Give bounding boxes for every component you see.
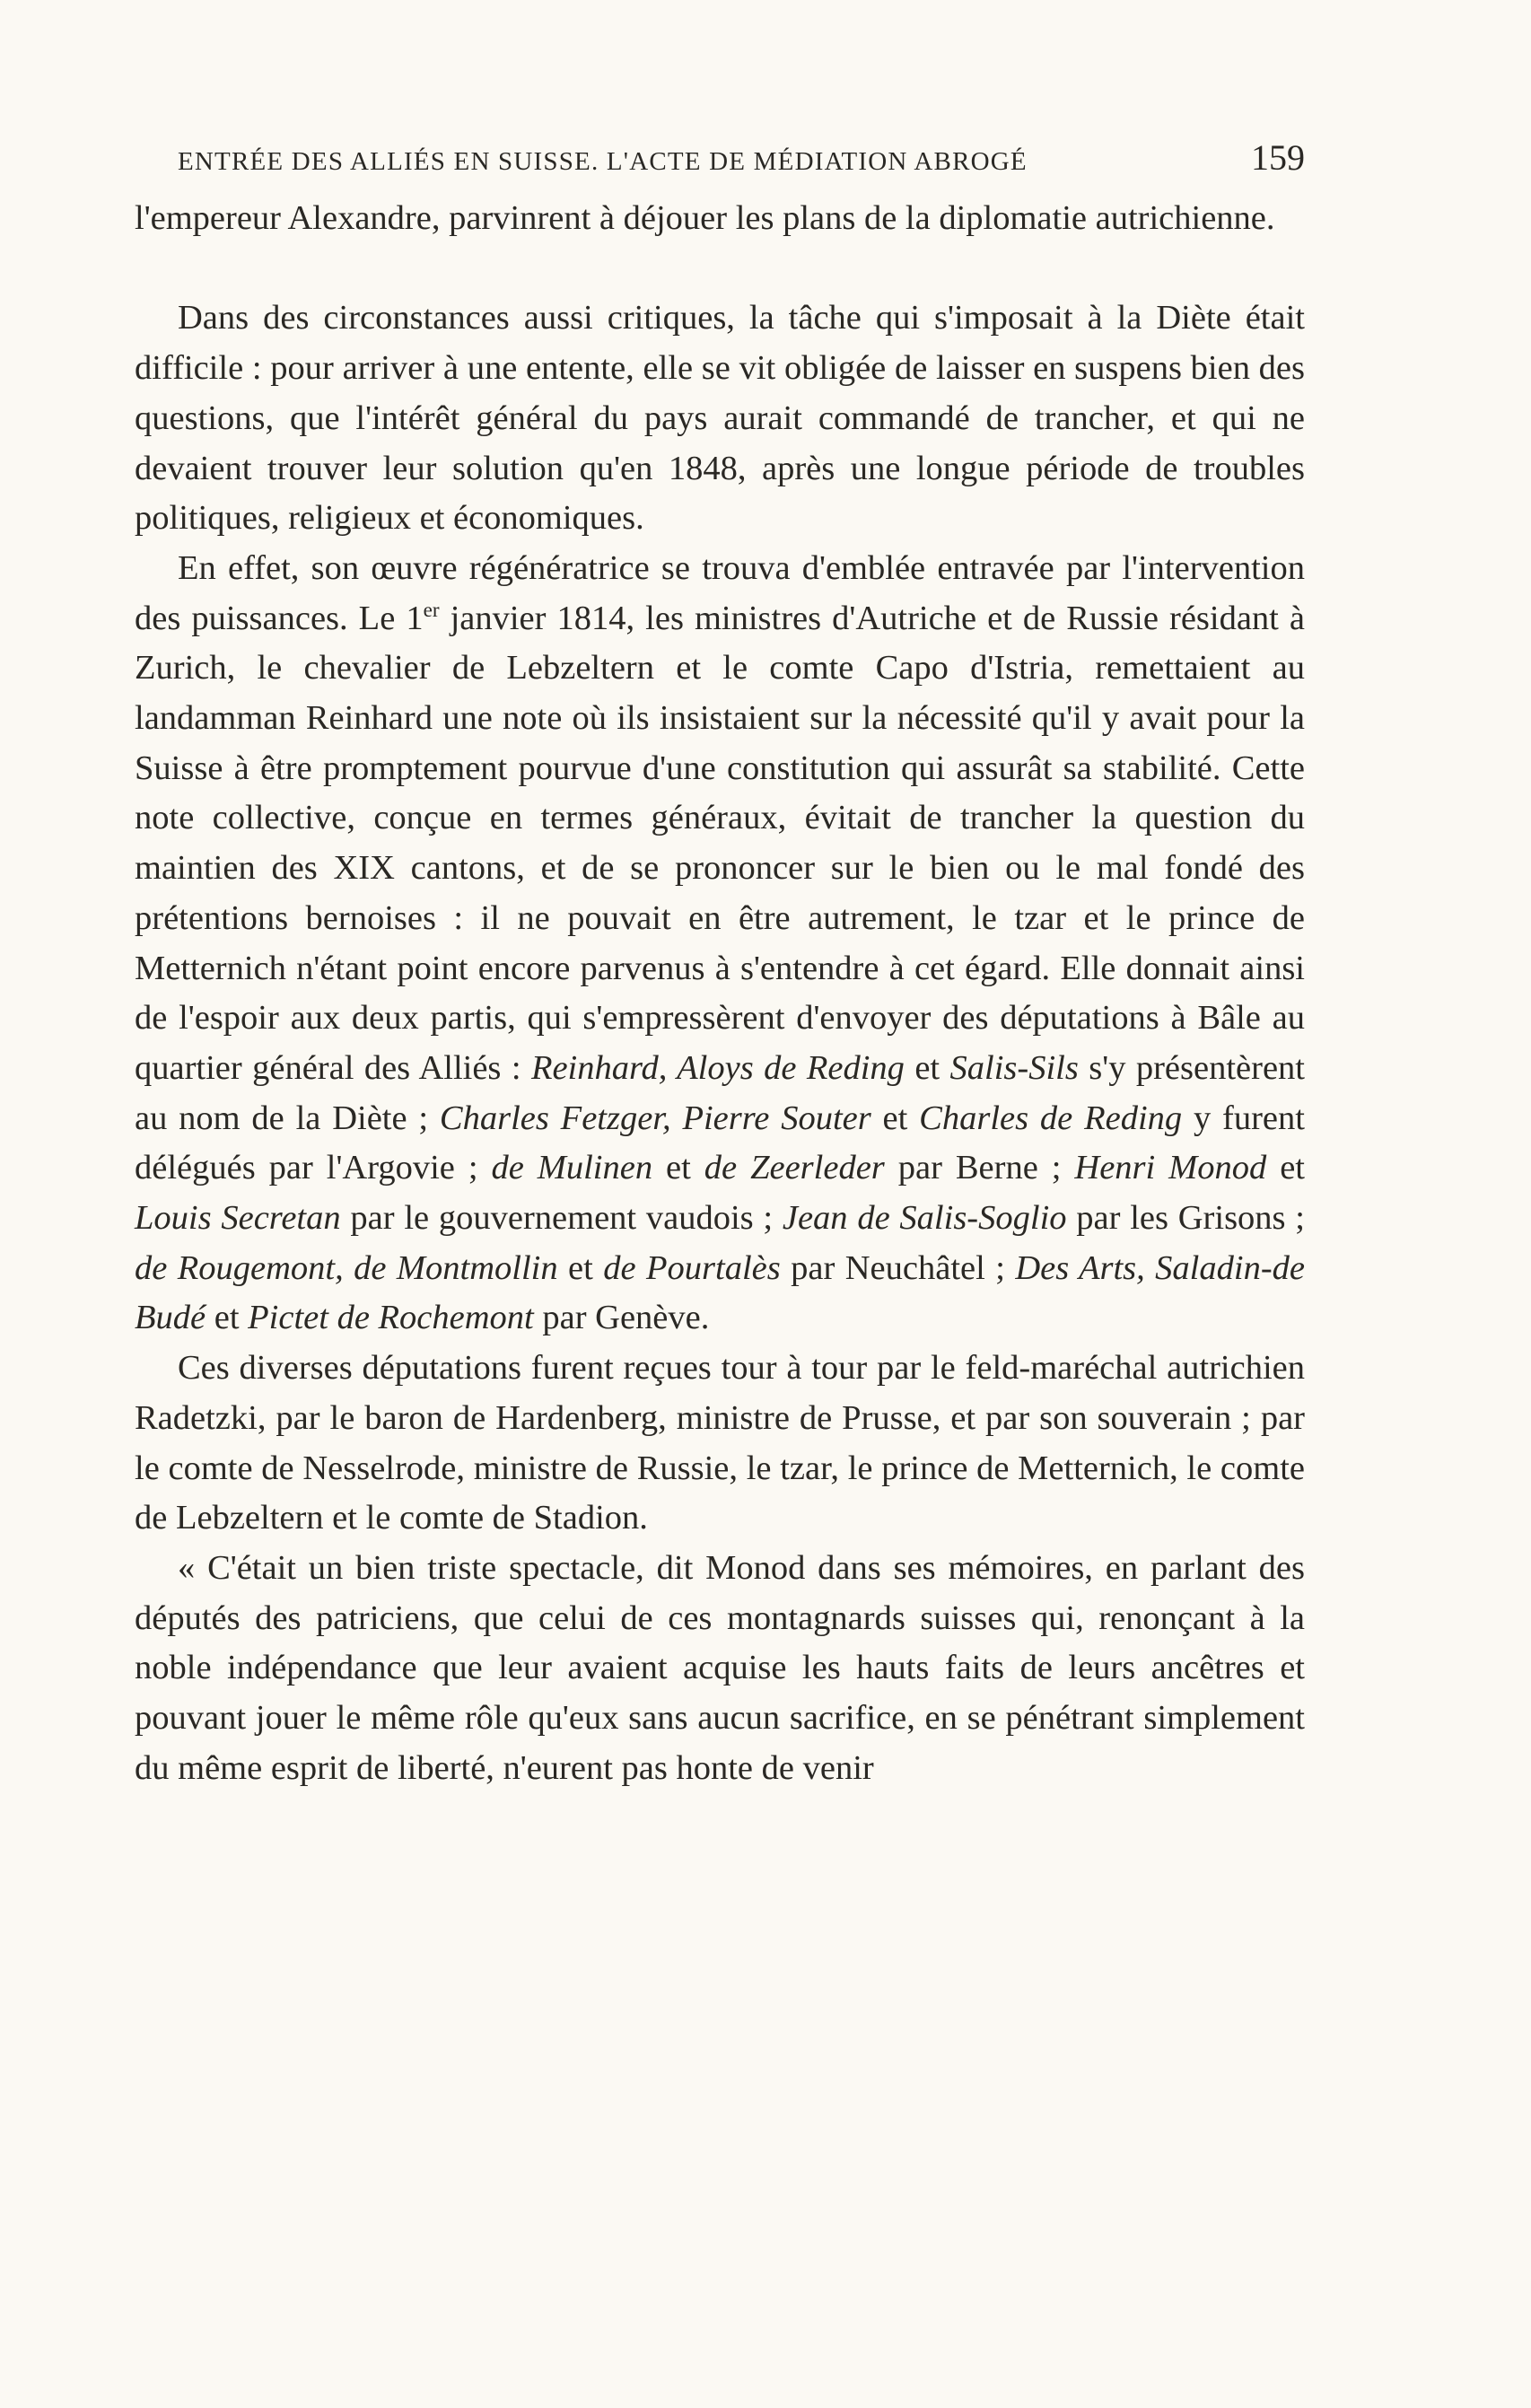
text-segment: janvier 1814, les ministres d'Autriche et de Russie résidant à Zurich, le chevalier de Lebzeltern et le comte Capo d'Istria, remettaient au landamman Reinhard une note où ils insistaient sur la nécessité qu'il y avait pour la Suisse à être promptement pourvue d'une constitution qui assurât sa stabilité. Cette note collective, conçue en termes généraux, évitait de trancher la question du maintien des XIX cantons, et de se prononcer sur le bien ou le mal fondé des prétentions bernoises : il ne pouvait en être autrement, le tzar et le prince de Metternich n'étant point encore parvenus à s'entendre à cet égard. Elle donnait ainsi de l'espoir aux deux partis, qui s'empressèrent d'envoyer des députations à Bâle au quartier général des Alliés : <box>135 599 1305 1087</box>
text-segment: par le gouvernement vaudois ; <box>340 1199 783 1238</box>
paragraph-continuation: l'empereur Alexandre, parvinrent à déjouer les plans de la diplomatie autrichienne. <box>135 199 1275 237</box>
deputy-names: de Mulinen <box>491 1149 653 1187</box>
deputy-names: Des Arts, Saladin-de Budé <box>135 1248 1305 1337</box>
running-header <box>178 136 1305 181</box>
text-segment: par Neuchâtel ; <box>780 1248 1016 1287</box>
deputy-names: de Pourtalès <box>603 1248 781 1287</box>
deputy-names: Jean de Salis-Soglio <box>782 1199 1067 1238</box>
text-segment: En effet, son œuvre régénératrice se trouva d'emblée entravée par l'intervention des puissances. Le 1 <box>135 548 1305 637</box>
deputy-names: Henri Monod <box>1074 1149 1267 1187</box>
deputy-names: de Rougemont, de Montmollin <box>135 1248 558 1287</box>
text-segment: et <box>557 1248 604 1287</box>
deputy-names: Charles de Reding <box>919 1099 1183 1137</box>
paragraph-circumstances: Dans des circonstances aussi critiques, la tâche qui s'imposait à la Diète était difficile : pour arriver à une entente, elle se vit obligée de laisser en suspens bien des questions, que l'intérêt général du pays aurait commandé de trancher, et qui ne devaient trouver leur solution qu'en 1848, après une longue période de troubles politiques, religieux et économiques. <box>135 299 1305 538</box>
text-segment: y furent délégués par l'Argovie ; <box>135 1099 1305 1187</box>
deputy-names: Reinhard, Aloys de Reding <box>530 1048 905 1087</box>
paragraph-receptions: Ces diverses députations furent reçues tour à tour par le feld-maréchal autrichien Radetzki, par le baron de Hardenberg, ministre de Prusse, et par son souverain ; par le comte de Nesselrode, ministre de Russie, le tzar, le prince de Metternich, le comte de Lebzeltern et le comte de Stadion. <box>135 1349 1305 1537</box>
deputy-names: Salis-Sils <box>949 1048 1079 1087</box>
deputy-names: Pictet de Rochemont <box>248 1299 534 1337</box>
text-segment: par Berne ; <box>884 1149 1075 1187</box>
deputy-names: Charles Fetzger, Pierre Souter <box>439 1099 871 1137</box>
text-segment: et <box>206 1299 249 1337</box>
text-segment: par les Grisons ; <box>1066 1199 1305 1238</box>
paragraph-gap <box>135 244 1305 294</box>
paragraph-intervention <box>135 544 1305 1344</box>
text-segment: s'y présentèrent au nom de la Diète ; <box>135 1048 1305 1137</box>
page-number: 159 <box>1251 137 1305 178</box>
text-segment: et <box>904 1048 950 1087</box>
body-text <box>135 194 1305 1793</box>
text-segment: et <box>652 1149 704 1187</box>
deputy-names: Louis Secretan <box>135 1199 341 1238</box>
text-segment: et <box>1266 1149 1305 1187</box>
deputy-names: de Zeerleder <box>704 1149 885 1187</box>
superscript-er: er <box>423 597 440 621</box>
paragraph-monod-quote: « C'était un bien triste spectacle, dit Monod dans ses mémoires, en parlant des députés des patriciens, que celui de ces montagnards suisses qui, renonçant à la noble indépendance que leur avaient acquise les hauts faits de leurs ancêtres et pouvant jouer le même rôle qu'eux sans aucun sacrifice, en se pénétrant simplement du même esprit de liberté, n'eurent pas honte de venir <box>135 1548 1305 1787</box>
text-segment: par Genève. <box>533 1299 710 1337</box>
running-title: ENTRÉE DES ALLIÉS EN SUISSE. L'ACTE DE MÉDIATION ABROGÉ <box>178 147 1028 176</box>
text-segment: et <box>870 1099 920 1137</box>
